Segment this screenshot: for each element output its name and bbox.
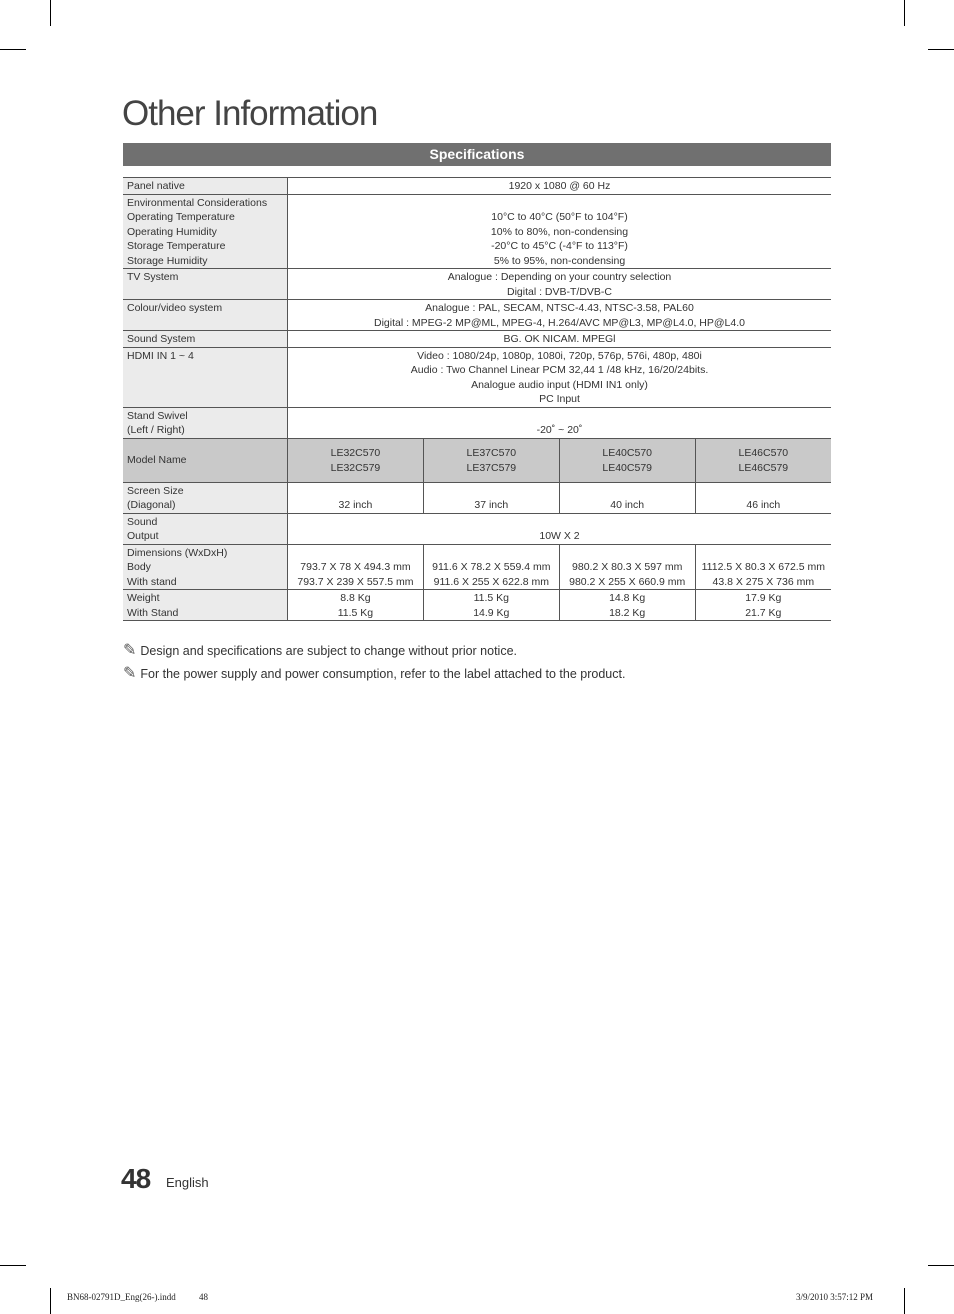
row-label: HDMI IN 1 ~ 4 xyxy=(123,347,288,407)
row-value: 1920 x 1080 @ 60 Hz xyxy=(288,178,832,195)
label-line: Screen Size xyxy=(127,484,184,497)
label-line: (Diagonal) xyxy=(127,499,176,511)
value-line: LE32C570 xyxy=(330,447,381,459)
pencil-icon: ✎ xyxy=(123,665,137,682)
label-line: Body xyxy=(127,561,151,573)
spec-table xyxy=(123,177,831,621)
value-cell xyxy=(695,590,831,621)
page-number: 48 xyxy=(121,1163,151,1194)
label-line: With stand xyxy=(127,575,177,588)
label-line: Operating Temperature xyxy=(127,211,235,223)
value-line: 10°C to 40°C (50°F to 104°F) xyxy=(491,211,628,223)
section-header: Specifications xyxy=(123,143,831,166)
value-cell: 46 inch xyxy=(695,482,831,513)
row-label xyxy=(123,513,288,544)
row-value xyxy=(288,194,832,269)
value-cell xyxy=(423,544,559,590)
table-row xyxy=(123,482,831,513)
row-label xyxy=(123,590,288,621)
model-cell xyxy=(695,438,831,482)
value-line: LE40C579 xyxy=(602,461,652,474)
row-label xyxy=(123,482,288,513)
value-cell xyxy=(559,544,695,590)
file-name: BN68-02791D_Eng(26-).indd xyxy=(67,1292,176,1302)
pencil-icon: ✎ xyxy=(123,642,137,659)
value-line: 10% to 80%, non-condensing xyxy=(490,225,629,238)
row-label: Model Name xyxy=(123,438,288,482)
table-row xyxy=(123,178,831,195)
crop-mark xyxy=(0,49,26,50)
value-line: Analogue : PAL, SECAM, NTSC-4.43, NTSC-3.58, PAL60 xyxy=(425,302,694,314)
value-line: 18.2 Kg xyxy=(609,606,646,619)
value-line: Analogue : Depending on your country selection xyxy=(447,271,672,283)
crop-mark xyxy=(0,1265,26,1266)
table-row xyxy=(123,300,831,331)
label-line: With Stand xyxy=(127,606,179,619)
value-cell: 32 inch xyxy=(288,482,424,513)
value-line: Audio : Two Channel Linear PCM 32,44 1 /48 kHz, 16/20/24bits. xyxy=(410,364,709,376)
value-line: 11.5 Kg xyxy=(473,592,510,604)
label-line: Storage Temperature xyxy=(127,240,226,252)
timestamp: 3/9/2010 3:57:12 PM xyxy=(796,1292,874,1302)
label-line: (Left / Right) xyxy=(127,424,185,436)
table-row xyxy=(123,331,831,348)
value-line: 1112.5 X 80.3 X 672.5 mm xyxy=(701,561,825,573)
value-line: 11.5 Kg xyxy=(337,606,374,619)
value-line: 793.7 X 239 X 557.5 mm xyxy=(297,575,414,588)
row-label: Sound System xyxy=(123,331,288,348)
model-cell xyxy=(288,438,424,482)
model-cell xyxy=(559,438,695,482)
label-line: Sound xyxy=(127,515,158,528)
crop-mark xyxy=(50,1288,51,1314)
value-cell: 37 inch xyxy=(423,482,559,513)
table-row xyxy=(123,347,831,407)
crop-mark xyxy=(50,0,51,26)
note xyxy=(123,663,625,683)
note-text: Design and specifications are subject to change without prior notice. xyxy=(140,644,518,658)
value-cell: 40 inch xyxy=(559,482,695,513)
crop-mark xyxy=(928,1265,954,1266)
crop-mark xyxy=(904,1288,905,1314)
model-cell xyxy=(423,438,559,482)
value-line: 5% to 95%, non-condensing xyxy=(493,254,626,267)
value-line: LE32C579 xyxy=(330,461,381,474)
value-line: LE40C570 xyxy=(602,447,652,459)
table-row xyxy=(123,513,831,544)
value-line: Video : 1080/24p, 1080p, 1080i, 720p, 576p, 576i, 480p, 480i xyxy=(417,349,702,362)
label-line: Weight xyxy=(127,592,160,604)
value-line: 980.2 X 255 X 660.9 mm xyxy=(569,575,686,588)
label-line: Output xyxy=(127,530,159,542)
table-row xyxy=(123,194,831,269)
value-line: Digital : DVB-T/DVB-C xyxy=(506,285,612,298)
row-value xyxy=(288,300,832,331)
value-line: 14.8 Kg xyxy=(609,592,646,604)
value-cell xyxy=(423,590,559,621)
value-line: PC Input xyxy=(539,393,580,405)
row-value xyxy=(288,347,832,407)
file-page: 48 xyxy=(199,1292,208,1302)
value-line: 793.7 X 78 X 494.3 mm xyxy=(300,561,411,573)
row-label: Colour/video system xyxy=(123,300,288,331)
row-value: 10W X 2 xyxy=(288,513,832,544)
value-line: Digital : MPEG-2 MP@ML, MPEG-4, H.264/AVC MP@L3, MP@L4.0, HP@L4.0 xyxy=(374,316,745,329)
note xyxy=(123,640,517,660)
row-label xyxy=(123,407,288,438)
table-row xyxy=(123,438,831,482)
value-line: LE46C570 xyxy=(738,447,789,459)
value-line: 980.2 X 80.3 X 597 mm xyxy=(572,561,683,573)
value-line: 911.6 X 255 X 622.8 mm xyxy=(433,575,549,588)
table-row xyxy=(123,269,831,300)
value-line: 8.8 Kg xyxy=(340,592,371,604)
row-label: TV System xyxy=(123,269,288,300)
row-label: Panel native xyxy=(123,178,288,195)
label-line: Dimensions (WxDxH) xyxy=(127,546,228,559)
language-label: English xyxy=(166,1175,209,1190)
page-title: Other Information xyxy=(122,94,378,133)
table-row xyxy=(123,407,831,438)
value-cell xyxy=(559,590,695,621)
row-value: -20˚ ~ 20˚ xyxy=(288,407,832,438)
value-line: LE46C579 xyxy=(738,461,789,474)
value-cell xyxy=(695,544,831,590)
value-line: 21.7 Kg xyxy=(745,606,782,619)
value-line: 17.9 Kg xyxy=(745,592,782,604)
value-cell xyxy=(288,544,424,590)
value-line: 911.6 X 78.2 X 559.4 mm xyxy=(432,561,551,573)
row-label xyxy=(123,544,288,590)
label-line: Stand Swivel xyxy=(127,409,188,422)
label-line: Operating Humidity xyxy=(127,225,217,238)
table-row xyxy=(123,544,831,590)
crop-mark xyxy=(928,49,954,50)
row-label xyxy=(123,194,288,269)
row-value xyxy=(288,269,832,300)
value-line: LE37C579 xyxy=(466,461,517,474)
table-row xyxy=(123,590,831,621)
value-line: LE37C570 xyxy=(466,447,517,459)
value-cell xyxy=(288,590,424,621)
value-line: 43.8 X 275 X 736 mm xyxy=(712,575,815,588)
label-line: Storage Humidity xyxy=(127,254,208,267)
value-line: Analogue audio input (HDMI IN1 only) xyxy=(471,378,648,391)
label-line: Environmental Considerations xyxy=(127,196,268,209)
note-text: For the power supply and power consumption, refer to the label attached to the product. xyxy=(140,667,626,681)
row-value: BG. OK NICAM. MPEGl xyxy=(288,331,832,348)
crop-mark xyxy=(904,0,905,26)
value-line: 14.9 Kg xyxy=(473,606,510,619)
value-line: -20°C to 45°C (-4°F to 113°F) xyxy=(491,240,628,252)
